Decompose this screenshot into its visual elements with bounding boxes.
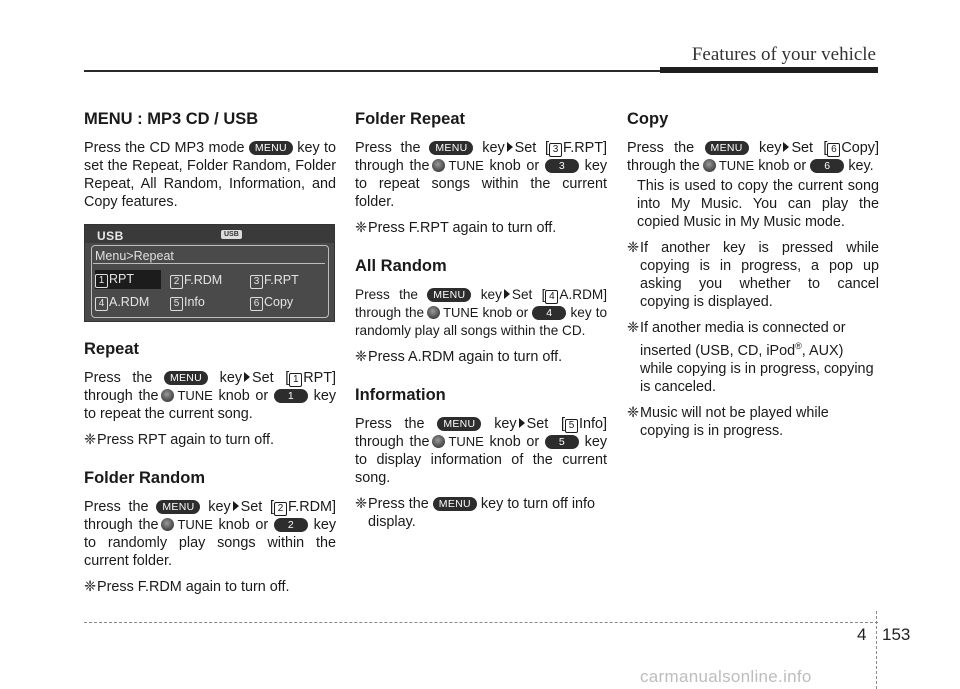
key-4-icon: 4 — [532, 306, 566, 320]
note: ❈ Press RPT again to turn off. — [84, 432, 275, 448]
section-title-folder-random: Folder Random — [84, 469, 206, 487]
menu-key-icon: MENU — [156, 500, 200, 514]
tune-knob-icon — [432, 435, 445, 448]
menu-key-icon: MENU — [427, 288, 471, 302]
tune-knob-icon — [161, 389, 174, 402]
number-4-icon: 4 — [545, 290, 558, 304]
screen-item-frdm: 2 F.RDM — [170, 271, 222, 289]
column-1 — [84, 108, 336, 596]
usb-badge-icon: USB — [221, 230, 242, 239]
note: ❈ Press the MENU key to turn off info display. — [355, 496, 596, 530]
screen-item-copy: 6 Copy — [250, 293, 293, 311]
note: ❈ If another media is connected or inserted (USB, CD, iPod®, AUX) while copying is in progress, copying is canceled. — [627, 320, 874, 395]
tune-knob-icon — [703, 159, 716, 172]
screen-item-info: 5 Info — [170, 293, 205, 311]
key-5-icon: 5 — [545, 435, 579, 449]
number-5-icon: 5 — [565, 419, 578, 433]
intro-paragraph: Press the CD MP3 mode MENU key to set the Repeat, Folder Random, Folder Repeat, All Random, Information, and Copy features. — [84, 140, 337, 210]
note: ❈ Music will not be played while copying is in progress. — [627, 404, 829, 439]
column-3 — [627, 108, 879, 440]
menu-key-icon: MENU — [437, 417, 481, 431]
note: ❈ Press F.RDM again to turn off. — [84, 579, 290, 595]
page-number: 153 — [882, 625, 911, 644]
screen-heading: Menu>Repeat — [95, 249, 174, 263]
screen-item-ardm: 4 A.RDM — [95, 293, 149, 311]
screen-item-rpt: 1 RPT — [95, 270, 161, 289]
all-random-paragraph: Press the MENU key Set [ 4 A.RDM] through the TUNE knob or 4 key to randomly play all songs within the CD. — [355, 287, 608, 338]
screen-item-frpt: 3 F.RPT — [250, 271, 299, 289]
footer-rule — [84, 622, 878, 623]
key-2-icon: 2 — [274, 518, 308, 532]
header-rule-accent — [660, 67, 878, 73]
number-6-icon: 6 — [827, 143, 840, 157]
arrow-right-icon — [519, 418, 525, 428]
tune-knob-icon — [161, 518, 174, 531]
key-3-icon: 3 — [545, 159, 579, 173]
tune-knob-icon — [432, 159, 445, 172]
number-2-icon: 2 — [274, 502, 287, 516]
section-title-information: Information — [355, 386, 446, 404]
chapter-number: 4 — [857, 625, 867, 644]
tune-knob-icon — [427, 306, 440, 319]
section-title-copy: Copy — [627, 110, 669, 128]
key-6-icon: 6 — [810, 159, 844, 173]
watermark: carmanualsonline.info — [640, 667, 812, 686]
note: ❈ Press A.RDM again to turn off. — [355, 349, 563, 365]
menu-key-icon: MENU — [249, 141, 293, 155]
note: ❈ If another key is pressed while copying is in progress, a pop up asking you whether to cancel copying is displayed. — [627, 240, 879, 310]
number-1-icon: 1 — [289, 373, 302, 387]
section-title-folder-repeat: Folder Repeat — [355, 110, 466, 128]
section-header: Features of your vehicle — [691, 44, 876, 65]
folder-repeat-paragraph: Press the MENU key Set [ 3 F.RPT] through the TUNE knob or 3 key to repeat songs within the current folder. — [355, 140, 608, 210]
key-1-icon: 1 — [274, 389, 308, 403]
information-paragraph: Press the MENU key Set [ 5 Info] through the TUNE knob or 5 key to display information of the current song. — [355, 416, 608, 486]
arrow-right-icon — [783, 142, 789, 152]
arrow-right-icon — [504, 289, 510, 299]
menu-key-icon: MENU — [705, 141, 749, 155]
menu-key-icon: MENU — [429, 141, 473, 155]
note: ❈ Press F.RPT again to turn off. — [355, 220, 557, 236]
copy-paragraph: Press the MENU key Set [ 6 Copy] through the TUNE knob or 6 key. — [627, 140, 879, 174]
display-screen-image — [84, 224, 335, 322]
arrow-right-icon — [244, 372, 250, 382]
repeat-paragraph: Press the MENU key Set [ 1 RPT] through the TUNE knob or 1 key to repeat the current song. — [84, 370, 337, 422]
menu-key-icon: MENU — [164, 371, 208, 385]
section-title-menu: MENU : MP3 CD / USB — [84, 110, 259, 128]
footer-divider — [876, 611, 877, 689]
screen-tab: USB — [97, 229, 124, 243]
copy-description: This is used to copy the current song into My Music. You can play the copied Music in My Music mode. — [637, 178, 879, 230]
arrow-right-icon — [507, 142, 513, 152]
number-3-icon: 3 — [549, 143, 562, 157]
folder-random-paragraph: Press the MENU key Set [ 2 F.RDM] through the TUNE knob or 2 key to randomly play songs within the current folder. — [84, 499, 337, 569]
section-title-all-random: All Random — [355, 257, 447, 275]
section-title-repeat: Repeat — [84, 340, 140, 358]
menu-key-icon: MENU — [433, 497, 477, 511]
column-2 — [355, 108, 607, 531]
arrow-right-icon — [233, 501, 239, 511]
